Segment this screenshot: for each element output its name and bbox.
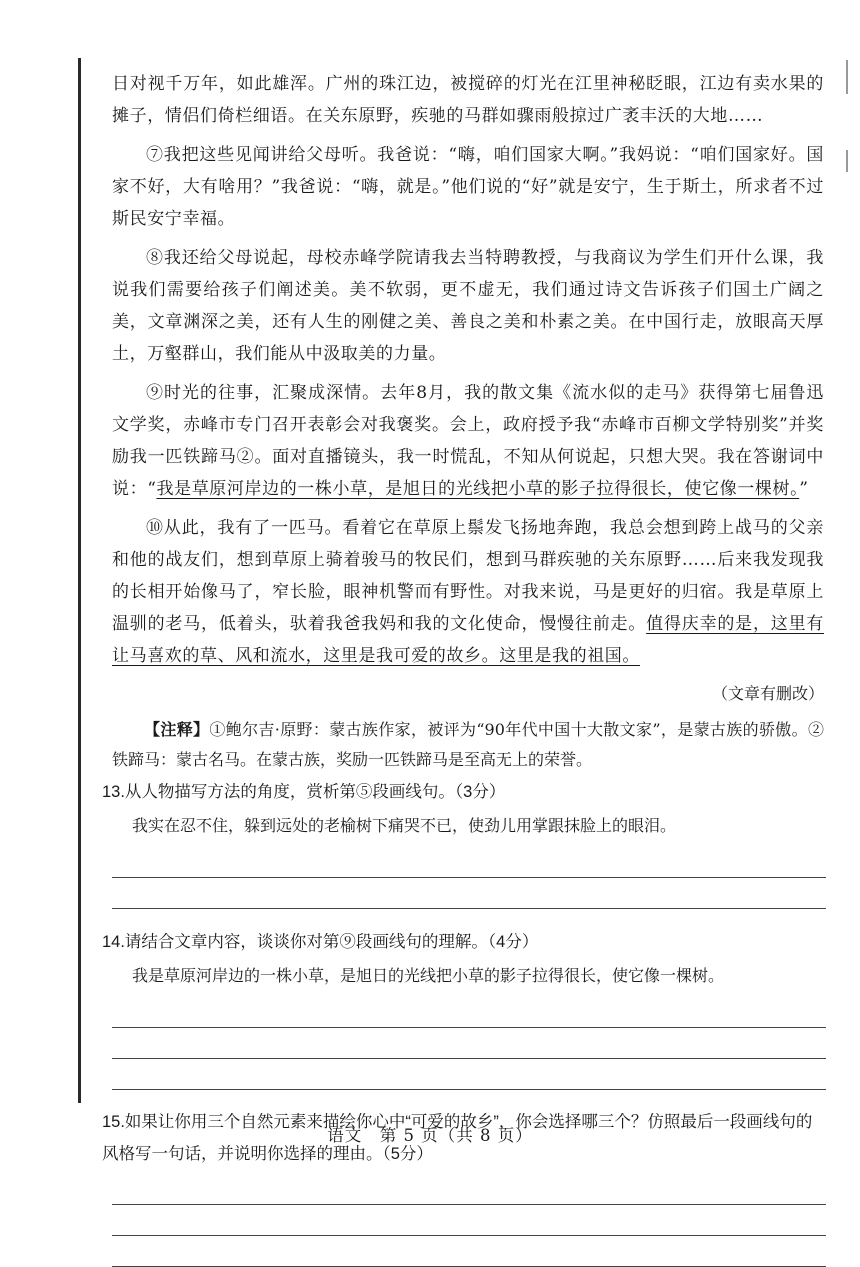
question-quote: 我实在忍不住，躲到远处的老榆树下痛哭不已，使劲儿用掌跟抹脸上的眼泪。: [132, 816, 677, 835]
answer-line[interactable]: [112, 1236, 826, 1267]
scan-edge-mark: [846, 60, 848, 94]
answer-line[interactable]: [112, 1059, 826, 1090]
answer-line[interactable]: [112, 1174, 826, 1205]
paragraph-text: ⑩从此，我有了一匹马。看着它在草原上鬃发飞扬地奔跑，我总会想到跨上战马的父亲和他的战友们，想到草原上骑着骏马的牧民们，想到马群疾驰的关东原野……后来我发现我的长相开始像马了，窄长脸，眼神机警而有野性。对我来说，马是更好的归宿。我是草原上温驯的老马，低着头，驮着我爸我妈和我的文化使命，慢慢往前走。: [112, 518, 824, 634]
paragraph-8: [112, 242, 824, 370]
paragraph-10: [112, 512, 824, 672]
answer-line[interactable]: [112, 1028, 826, 1059]
paragraph-text: ⑧我还给父母说起，母校赤峰学院请我去当特聘教授，与我商议为学生们开什么课，我说我们需要给孩子们阐述美。美不软弱，更不虚无，我们通过诗文告诉孩子们国土广阔之美，文章渊深之美，还有人生的刚健之美、善良之美和朴素之美。在中国行走，放眼高天厚土，万壑群山，我们能从中汲取美的力量。: [112, 248, 824, 364]
answer-line[interactable]: [112, 847, 826, 878]
paragraph-text: ⑦我把这些见闻讲给父母听。我爸说：“嗨，咱们国家大啊。”我妈说：“咱们国家好。国家不好，大有啥用？”我爸说：“嗨，就是。”他们说的“好”就是安宁，生于斯土，所求者不过斯民安宁幸福。: [112, 145, 824, 229]
question-14: [102, 927, 824, 1090]
paragraph-text-tail: ”: [799, 479, 809, 499]
paragraph-text: ⑨时光的往事，汇聚成深情。去年8月，我的散文集《流水似的走马》获得第七届鲁迅文学奖，赤峰市专门召开表彰会对我褒奖。会上，政府授予我“赤峰市百柳文学特别奖”并奖励我一匹铁蹄马②。面对直播镜头，我一时慌乱，不知从何说起，只想大哭。我在答谢词中说：“: [112, 383, 824, 499]
source-note: （文章有删改）: [711, 684, 824, 703]
binding-margin-line: [78, 58, 81, 1103]
annotation-text: ①鲍尔吉·原野：蒙古族作家，被评为“90年代中国十大散文家”，是蒙古族的骄傲。②铁蹄马：蒙古名马。在蒙古族，奖励一匹铁蹄马是至高无上的荣誉。: [112, 720, 824, 769]
question-13: [102, 777, 824, 909]
paragraph-9: [112, 377, 824, 505]
paragraph-6-continued: [112, 68, 824, 132]
underlined-sentence: 我是草原河岸边的一株小草，是旭日的光线把小草的影子拉得很长，使它像一棵树。: [156, 479, 800, 499]
question-prompt: 15.如果让你用三个自然元素来描绘你心中“可爱的故乡”，你会选择哪三个？仿照最后一段画线句的风格写一句话，并说明你选择的理由。（5分）: [102, 1113, 813, 1163]
annotation-head: 【注释】: [144, 720, 210, 739]
scan-edge-mark: [846, 150, 848, 172]
answer-line[interactable]: [112, 1205, 826, 1236]
underlined-sentence: 值得庆幸的是，这里有让马喜欢的草、风和流水，这里是我可爱的故乡。这里是我的祖国。: [112, 614, 825, 666]
question-prompt: 13.从人物描写方法的角度，赏析第⑤段画线句。（3分）: [102, 783, 506, 801]
paragraph-text: 日对视千万年，如此雄浑。广州的珠江边，被搅碎的灯光在江里神秘眨眼，江边有卖水果的摊子，情侣们倚栏细语。在关东原野，疾驰的马群如骤雨般掠过广袤丰沃的大地……: [112, 74, 824, 126]
exam-page-content: [102, 68, 825, 1267]
page-footer: 语文 第 5 页（共 8 页）: [327, 1126, 533, 1145]
question-prompt: 14.请结合文章内容，谈谈你对第⑨段画线句的理解。（4分）: [102, 933, 539, 951]
annotation: [112, 715, 824, 775]
answer-line[interactable]: [112, 878, 826, 909]
paragraph-7: [112, 139, 824, 235]
answer-line[interactable]: [112, 997, 826, 1028]
question-quote: 我是草原河岸边的一株小草，是旭日的光线把小草的影子拉得很长，使它像一棵树。: [132, 966, 725, 985]
